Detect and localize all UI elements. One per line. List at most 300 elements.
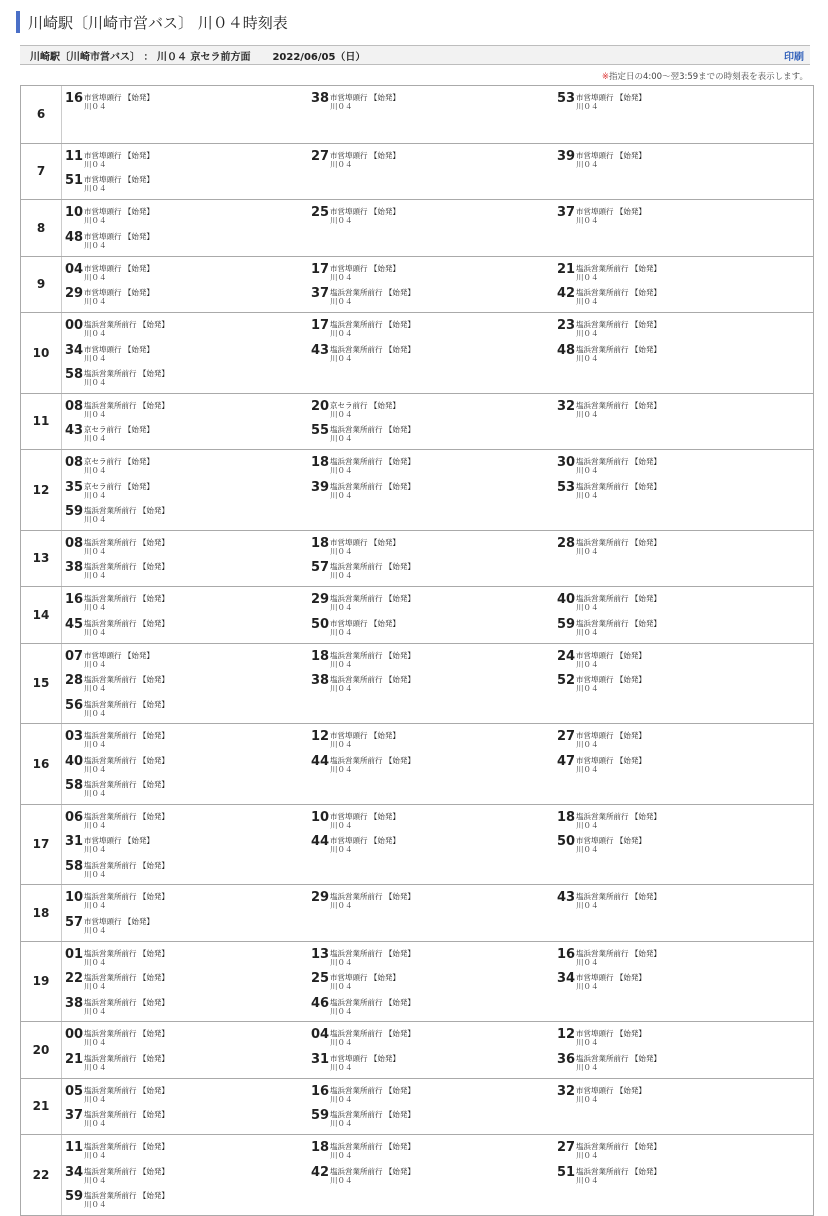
departure-item[interactable] [65, 697, 311, 721]
departure-info [84, 151, 154, 169]
departure-list [62, 86, 813, 143]
departure-item[interactable] [557, 591, 803, 615]
departure-item[interactable] [311, 616, 557, 640]
departure-minute: 27 [311, 148, 330, 164]
departure-item[interactable] [311, 1164, 557, 1188]
departure-info [84, 1191, 169, 1209]
departure-destination: 塩浜営業所前行 【始発】 [576, 344, 661, 354]
departure-destination: 市営埠頭行 【始発】 [330, 93, 400, 102]
hour-label: 9 [21, 257, 62, 313]
departure-route: 川０４ [330, 764, 353, 774]
departure-route: 川０４ [330, 1038, 353, 1047]
departure-minute: 29 [65, 286, 84, 301]
departure-item[interactable] [557, 90, 803, 114]
departure-item[interactable] [65, 90, 311, 114]
departure-minute: 16 [65, 592, 84, 607]
departure-info [84, 425, 154, 443]
departure-info [576, 836, 646, 854]
departure-destination: 市営埠頭行 【始発】 [330, 731, 400, 740]
departure-route: 川０４ [330, 1006, 353, 1016]
departure-route: 川０４ [84, 297, 107, 306]
departure-minute: 38 [311, 91, 330, 106]
departure-route: 川０４ [330, 409, 353, 419]
departure-route: 川０４ [330, 1094, 353, 1104]
departure-item[interactable] [311, 995, 557, 1019]
departure-info [576, 401, 661, 419]
departure-item[interactable] [311, 809, 557, 833]
departure-route: 川０４ [330, 1119, 353, 1128]
departure-destination: 塩浜営業所前行 【始発】 [84, 1053, 169, 1063]
departure-list [62, 144, 813, 200]
departure-route: 川０４ [84, 925, 107, 935]
departure-destination: 塩浜営業所前行 【始発】 [330, 457, 415, 466]
departure-destination: 塩浜営業所前行 【始発】 [330, 1029, 415, 1038]
departure-item[interactable] [311, 317, 557, 341]
hour-row [21, 941, 813, 1022]
departure-minute: 28 [65, 673, 84, 688]
departure-item[interactable] [65, 366, 311, 390]
departure-info [84, 457, 154, 475]
departure-minute: 48 [557, 342, 576, 358]
departure-info [84, 401, 169, 419]
departure-info [84, 1142, 169, 1160]
departure-minute: 16 [557, 946, 576, 962]
departure-item[interactable] [311, 672, 557, 696]
departure-minute: 17 [311, 261, 330, 277]
departure-item[interactable] [65, 398, 311, 422]
departure-info [330, 594, 415, 612]
departure-item[interactable] [65, 753, 311, 777]
departure-route: 川０４ [330, 845, 353, 854]
departure-route: 川０４ [84, 740, 107, 749]
departure-item[interactable] [311, 422, 557, 446]
departure-info [84, 780, 169, 798]
departure-item[interactable] [311, 833, 557, 857]
departure-route: 川０４ [330, 1151, 353, 1160]
departure-destination: 塩浜営業所前行 【始発】 [576, 1142, 661, 1151]
departure-info [330, 1142, 415, 1160]
departure-item[interactable] [65, 833, 311, 857]
departure-item[interactable] [557, 1083, 803, 1107]
hour-label: 10 [21, 313, 62, 393]
departure-route: 川０４ [576, 764, 599, 774]
departure-item[interactable] [557, 317, 803, 341]
departure-info [84, 1086, 169, 1104]
departure-destination: 市営埠頭行 【始発】 [84, 263, 154, 273]
departure-item[interactable] [557, 1164, 803, 1188]
departure-item[interactable] [311, 728, 557, 752]
departure-minute: 56 [65, 697, 84, 713]
departure-route: 川０４ [576, 297, 599, 306]
departure-item[interactable] [557, 672, 803, 696]
departure-list [62, 313, 813, 393]
departure-minute: 43 [311, 342, 330, 358]
departure-destination: 市営埠頭行 【始発】 [330, 836, 400, 845]
departure-route: 川０４ [84, 820, 107, 830]
departure-destination: 市営埠頭行 【始発】 [330, 1053, 400, 1063]
departure-minute: 53 [557, 479, 576, 495]
departure-minute: 07 [65, 648, 84, 664]
departure-destination: 塩浜営業所前行 【始発】 [330, 320, 415, 329]
departure-route: 川０４ [576, 845, 599, 854]
hour-label: 11 [21, 394, 62, 450]
departure-destination: 市営埠頭行 【始発】 [576, 755, 646, 765]
departure-minute: 43 [65, 423, 84, 438]
departure-destination: 塩浜営業所前行 【始発】 [576, 618, 661, 628]
departure-list [62, 644, 813, 724]
departure-destination: 塩浜営業所前行 【始発】 [84, 811, 169, 821]
departure-route: 川０４ [84, 982, 107, 991]
departure-item[interactable] [311, 1026, 557, 1050]
departure-item[interactable] [65, 728, 311, 752]
departure-item[interactable] [557, 1139, 803, 1163]
departure-info [330, 538, 400, 556]
departure-item[interactable] [311, 970, 557, 994]
departure-item[interactable] [65, 535, 311, 559]
departure-destination: 塩浜営業所前行 【始発】 [330, 892, 415, 901]
departure-route: 川０４ [576, 1175, 599, 1185]
departure-minute: 50 [311, 616, 330, 632]
departure-destination: 塩浜営業所前行 【始発】 [84, 400, 169, 410]
departure-item[interactable] [557, 809, 803, 833]
departure-minute: 18 [311, 1140, 330, 1155]
departure-route: 川０４ [576, 684, 599, 693]
departure-item[interactable] [557, 833, 803, 857]
departure-list [62, 885, 813, 941]
departure-item[interactable] [311, 90, 557, 114]
departure-item[interactable] [311, 342, 557, 366]
departure-item[interactable] [557, 261, 803, 285]
departure-route: 川０４ [330, 1062, 353, 1072]
departure-destination: 塩浜営業所前行 【始発】 [330, 425, 415, 434]
departure-info [84, 756, 169, 774]
departure-destination: 市営埠頭行 【始発】 [576, 1085, 646, 1095]
departure-route: 川０４ [84, 216, 107, 225]
departure-info [576, 1086, 646, 1104]
departure-route: 川０４ [576, 820, 599, 830]
departure-item[interactable] [65, 995, 311, 1019]
departure-route: 川０４ [576, 216, 599, 225]
departure-item[interactable] [311, 398, 557, 422]
page-header [16, 10, 288, 34]
departure-item[interactable] [557, 889, 803, 913]
departure-route: 川０４ [576, 659, 599, 669]
departure-info [84, 264, 154, 282]
departure-item[interactable] [65, 342, 311, 366]
departure-minute: 21 [557, 261, 576, 277]
departure-item[interactable] [65, 889, 311, 913]
departure-minute: 05 [65, 1083, 84, 1099]
hour-row [21, 86, 813, 143]
departure-item[interactable] [65, 809, 311, 833]
departure-item[interactable] [311, 1139, 557, 1163]
departure-item[interactable] [557, 285, 803, 309]
departure-minute: 32 [557, 1083, 576, 1099]
departure-info [576, 651, 646, 669]
departure-item[interactable] [557, 648, 803, 672]
route-info-bar [20, 45, 810, 65]
departure-info [84, 892, 169, 910]
departure-minute: 51 [557, 1164, 576, 1180]
departure-info [84, 594, 169, 612]
departure-destination: 塩浜営業所前行 【始発】 [330, 1085, 415, 1095]
departure-route: 川０４ [330, 216, 353, 225]
departure-route: 川０４ [84, 409, 107, 419]
departure-route: 川０４ [84, 490, 107, 500]
print-link[interactable]: 印刷 [784, 52, 804, 63]
departure-item[interactable] [65, 479, 311, 503]
departure-route: 川０４ [576, 1038, 599, 1047]
departure-destination: 塩浜営業所前行 【始発】 [84, 1191, 169, 1200]
departure-route: 川０４ [576, 329, 599, 338]
departure-item[interactable] [65, 946, 311, 970]
departure-item[interactable] [557, 1051, 803, 1075]
departure-route: 川０４ [330, 297, 353, 306]
departure-list [62, 587, 813, 643]
departure-minute: 30 [557, 455, 576, 470]
departure-item[interactable] [557, 342, 803, 366]
departure-item[interactable] [311, 148, 557, 172]
departure-minute: 28 [557, 535, 576, 551]
departure-info [84, 232, 154, 250]
departure-info [576, 973, 646, 991]
departure-item[interactable] [311, 261, 557, 285]
route-direction: 川崎駅〔川崎市営バス〕 ： 川０４ 京セラ前方面 [30, 51, 251, 63]
departure-minute: 18 [311, 535, 330, 551]
departure-item[interactable] [65, 422, 311, 446]
departure-destination: 市営埠頭行 【始発】 [330, 150, 400, 160]
departure-destination: 市営埠頭行 【始発】 [84, 207, 154, 216]
departure-destination: 塩浜営業所前行 【始発】 [84, 1142, 169, 1151]
page-title: 川崎駅〔川崎市営バス〕 川０４時刻表 [28, 13, 288, 32]
departure-item[interactable] [65, 285, 311, 309]
departure-item[interactable] [65, 454, 311, 478]
departure-info [84, 207, 154, 225]
departure-info [84, 538, 169, 556]
departure-item[interactable] [65, 1107, 311, 1131]
departure-list [62, 257, 813, 313]
departure-route: 川０４ [84, 240, 107, 250]
departure-list [62, 200, 813, 256]
departure-route: 川０４ [330, 659, 353, 669]
departure-info [330, 425, 415, 443]
departure-route: 川０４ [576, 159, 599, 169]
departure-item[interactable] [311, 1083, 557, 1107]
departure-item[interactable] [557, 454, 803, 478]
departure-item[interactable] [65, 672, 311, 696]
departure-destination: 塩浜営業所前行 【始発】 [84, 699, 169, 709]
departure-item[interactable] [65, 1139, 311, 1163]
departure-minute: 57 [311, 560, 330, 575]
departure-info [330, 731, 400, 749]
departure-item[interactable] [311, 648, 557, 672]
departure-destination: 市営埠頭行 【始発】 [576, 1029, 646, 1038]
departure-info [330, 949, 415, 967]
departure-route: 川０４ [330, 901, 353, 910]
departure-item[interactable] [65, 591, 311, 615]
departure-item[interactable] [311, 1107, 557, 1131]
departure-info [576, 264, 661, 282]
departure-item[interactable] [557, 1026, 803, 1050]
departure-item[interactable] [65, 229, 311, 253]
departure-item[interactable] [65, 148, 311, 172]
departure-minute: 12 [311, 729, 330, 744]
hour-row [21, 723, 813, 804]
departure-minute: 34 [65, 1164, 84, 1180]
hour-label: 17 [21, 805, 62, 885]
departure-item[interactable] [557, 204, 803, 228]
departure-info [330, 1086, 415, 1104]
departure-item[interactable] [311, 285, 557, 309]
departure-info [330, 675, 415, 693]
departure-info [84, 861, 169, 879]
departure-item[interactable] [65, 1051, 311, 1075]
departure-destination: 塩浜営業所前行 【始発】 [84, 948, 169, 958]
departure-minute: 36 [557, 1051, 576, 1067]
departure-item[interactable] [65, 1083, 311, 1107]
departure-destination: 塩浜営業所前行 【始発】 [84, 1085, 169, 1095]
hour-row [21, 449, 813, 530]
departure-destination: 塩浜営業所前行 【始発】 [576, 594, 661, 603]
departure-item[interactable] [65, 204, 311, 228]
departure-info [576, 207, 646, 225]
departure-minute: 37 [311, 286, 330, 301]
departure-info [330, 345, 415, 363]
departure-info [330, 1029, 415, 1047]
departure-route: 川０４ [84, 1175, 107, 1185]
departure-minute: 01 [65, 946, 84, 962]
departure-item[interactable] [65, 172, 311, 196]
departure-minute: 38 [65, 560, 84, 575]
departure-minute: 24 [557, 648, 576, 664]
departure-item[interactable] [65, 914, 311, 938]
departure-info [84, 651, 154, 669]
selected-date: 2022/06/05（日） [272, 51, 366, 63]
departure-item[interactable] [311, 1051, 557, 1075]
departure-destination: 塩浜営業所前行 【始発】 [576, 537, 661, 547]
departure-route: 川０４ [84, 184, 107, 193]
departure-item[interactable] [311, 479, 557, 503]
departure-destination: 塩浜営業所前行 【始発】 [84, 892, 169, 901]
departure-item[interactable] [65, 261, 311, 285]
departure-route: 川０４ [330, 684, 353, 693]
departure-minute: 38 [311, 673, 330, 688]
departure-route: 川０４ [576, 409, 599, 419]
hour-row [21, 884, 813, 941]
departure-destination: 市営埠頭行 【始発】 [576, 93, 646, 102]
departure-item[interactable] [557, 970, 803, 994]
departure-minute: 48 [65, 229, 84, 245]
departure-item[interactable] [557, 728, 803, 752]
departure-destination: 市営埠頭行 【始発】 [330, 811, 400, 821]
departure-item[interactable] [65, 616, 311, 640]
departure-destination: 市営埠頭行 【始発】 [576, 650, 646, 660]
departure-item[interactable] [65, 1026, 311, 1050]
departure-destination: 塩浜営業所前行 【始発】 [84, 731, 169, 740]
departure-item[interactable] [311, 535, 557, 559]
departure-minute: 22 [65, 971, 84, 986]
departure-item[interactable] [557, 753, 803, 777]
departure-info [576, 892, 661, 910]
departure-destination: 塩浜営業所前行 【始発】 [84, 1110, 169, 1119]
departure-minute: 39 [311, 479, 330, 495]
departure-minute: 16 [65, 91, 84, 106]
departure-item[interactable] [65, 317, 311, 341]
departure-minute: 04 [65, 261, 84, 277]
departure-minute: 11 [65, 1140, 84, 1155]
departure-info [576, 756, 646, 774]
departure-item[interactable] [311, 204, 557, 228]
departure-minute: 29 [311, 592, 330, 607]
departure-item[interactable] [311, 454, 557, 478]
departure-info [576, 1054, 661, 1072]
departure-info [330, 1110, 415, 1128]
departure-item[interactable] [311, 591, 557, 615]
departure-destination: 塩浜営業所前行 【始発】 [84, 537, 169, 547]
hour-row [21, 1021, 813, 1078]
departure-item[interactable] [311, 889, 557, 913]
departure-minute: 23 [557, 318, 576, 333]
departure-item[interactable] [65, 858, 311, 882]
departure-route: 川０４ [330, 982, 353, 991]
departure-minute: 18 [557, 809, 576, 825]
departure-destination: 市営埠頭行 【始発】 [330, 207, 400, 216]
departure-item[interactable] [311, 559, 557, 583]
departure-item[interactable] [65, 1188, 311, 1212]
departure-minute: 40 [65, 753, 84, 769]
departure-item[interactable] [557, 398, 803, 422]
hour-label: 19 [21, 942, 62, 1022]
departure-item[interactable] [557, 616, 803, 640]
departure-item[interactable] [65, 503, 311, 527]
departure-item[interactable] [557, 479, 803, 503]
departure-destination: 塩浜営業所前行 【始発】 [576, 892, 661, 901]
departure-route: 川０４ [330, 740, 353, 749]
departure-item[interactable] [557, 148, 803, 172]
hour-label: 6 [21, 86, 62, 143]
departure-item[interactable] [311, 753, 557, 777]
departure-destination: 市営埠頭行 【始発】 [330, 537, 400, 547]
departure-minute: 32 [557, 398, 576, 414]
departure-destination: 市営埠頭行 【始発】 [576, 731, 646, 740]
departure-info [576, 482, 661, 500]
departure-item[interactable] [65, 648, 311, 672]
departure-destination: 市営埠頭行 【始発】 [576, 207, 646, 216]
departure-item[interactable] [311, 946, 557, 970]
departure-item[interactable] [65, 777, 311, 801]
departure-item[interactable] [65, 970, 311, 994]
title-accent-bar [16, 11, 20, 33]
departure-route: 川０４ [84, 466, 107, 475]
departure-info [330, 320, 415, 338]
departure-item[interactable] [65, 559, 311, 583]
departure-item[interactable] [557, 535, 803, 559]
hour-row [21, 143, 813, 200]
departure-minute: 46 [311, 995, 330, 1011]
departure-minute: 06 [65, 809, 84, 825]
departure-route: 川０４ [330, 272, 353, 282]
departure-item[interactable] [557, 946, 803, 970]
note-text: 指定日の4:00〜翌3:59までの時刻表を表示します。 [609, 72, 808, 82]
departure-route: 川０４ [84, 378, 107, 387]
departure-route: 川０４ [330, 434, 353, 443]
hour-row [21, 530, 813, 587]
departure-destination: 塩浜営業所前行 【始発】 [84, 1029, 169, 1038]
departure-destination: 京セラ前行 【始発】 [84, 457, 154, 466]
departure-item[interactable] [65, 1164, 311, 1188]
departure-destination: 京セラ前行 【始発】 [330, 400, 400, 410]
departure-destination: 塩浜営業所前行 【始発】 [576, 1053, 661, 1063]
